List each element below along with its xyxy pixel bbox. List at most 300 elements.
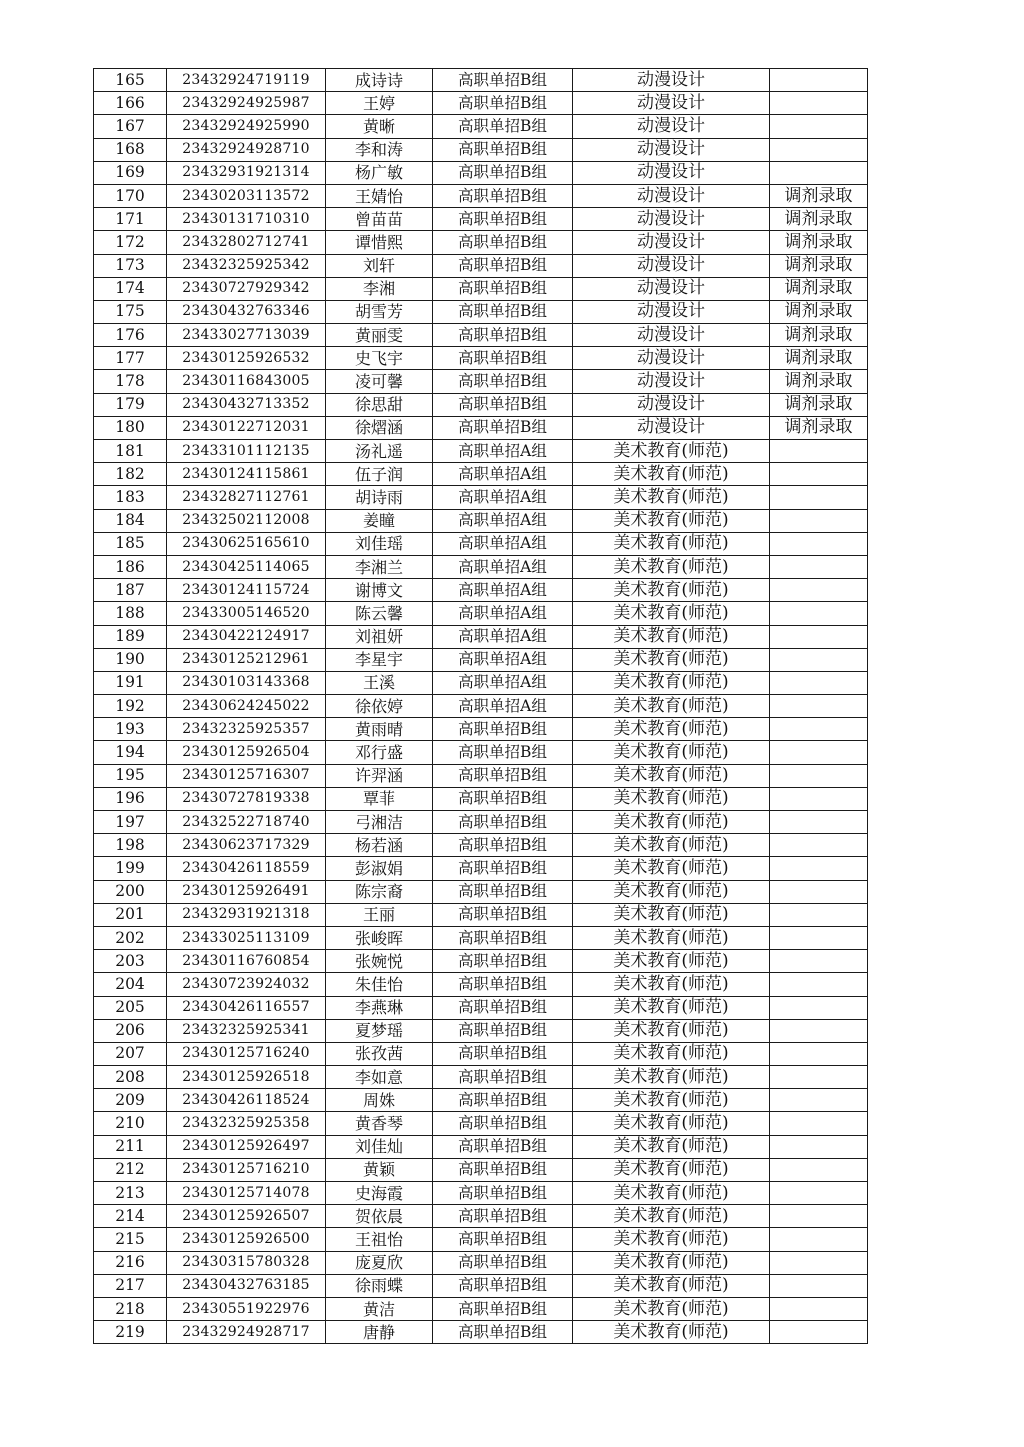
cell-major: 动漫设计 bbox=[573, 115, 770, 138]
cell-candidate-number: 23432325925357 bbox=[167, 718, 326, 741]
table-row bbox=[94, 1089, 868, 1112]
cell-major: 美术教育(师范) bbox=[573, 509, 770, 532]
cell-student-name: 李湘 bbox=[326, 277, 433, 300]
cell-candidate-number: 23432924925990 bbox=[167, 115, 326, 138]
cell-remark bbox=[770, 718, 868, 741]
cell-exam-group: 高职单招A组 bbox=[433, 509, 573, 532]
cell-exam-group: 高职单招B组 bbox=[433, 834, 573, 857]
cell-serial-number: 173 bbox=[94, 254, 167, 277]
cell-student-name: 刘轩 bbox=[326, 254, 433, 277]
cell-remark: 调剂录取 bbox=[770, 324, 868, 347]
cell-serial-number: 176 bbox=[94, 324, 167, 347]
cell-candidate-number: 23430125926500 bbox=[167, 1228, 326, 1251]
cell-major: 美术教育(师范) bbox=[573, 741, 770, 764]
cell-major: 美术教育(师范) bbox=[573, 1321, 770, 1344]
cell-major: 美术教育(师范) bbox=[573, 1089, 770, 1112]
cell-major: 美术教育(师范) bbox=[573, 1205, 770, 1228]
cell-student-name: 徐熠涵 bbox=[326, 416, 433, 439]
table-row bbox=[94, 69, 868, 92]
cell-exam-group: 高职单招B组 bbox=[433, 393, 573, 416]
cell-major: 美术教育(师范) bbox=[573, 973, 770, 996]
table-row bbox=[94, 811, 868, 834]
cell-major: 美术教育(师范) bbox=[573, 463, 770, 486]
cell-student-name: 胡雪芳 bbox=[326, 300, 433, 323]
cell-candidate-number: 23430125926491 bbox=[167, 880, 326, 903]
cell-remark bbox=[770, 671, 868, 694]
cell-candidate-number: 23430116843005 bbox=[167, 370, 326, 393]
cell-remark: 调剂录取 bbox=[770, 277, 868, 300]
cell-candidate-number: 23432924928710 bbox=[167, 138, 326, 161]
cell-student-name: 朱佳怡 bbox=[326, 973, 433, 996]
cell-exam-group: 高职单招A组 bbox=[433, 579, 573, 602]
cell-serial-number: 200 bbox=[94, 880, 167, 903]
table-row bbox=[94, 1274, 868, 1297]
cell-candidate-number: 23432325925341 bbox=[167, 1019, 326, 1042]
cell-student-name: 徐依婷 bbox=[326, 695, 433, 718]
cell-student-name: 张婉悦 bbox=[326, 950, 433, 973]
cell-exam-group: 高职单招B组 bbox=[433, 787, 573, 810]
cell-candidate-number: 23430432763346 bbox=[167, 300, 326, 323]
cell-serial-number: 196 bbox=[94, 787, 167, 810]
cell-serial-number: 194 bbox=[94, 741, 167, 764]
cell-remark bbox=[770, 1274, 868, 1297]
cell-major: 美术教育(师范) bbox=[573, 1066, 770, 1089]
cell-serial-number: 191 bbox=[94, 671, 167, 694]
cell-serial-number: 172 bbox=[94, 231, 167, 254]
cell-student-name: 刘祖妍 bbox=[326, 625, 433, 648]
table-row bbox=[94, 834, 868, 857]
cell-student-name: 黄颖 bbox=[326, 1158, 433, 1181]
cell-major: 动漫设计 bbox=[573, 347, 770, 370]
cell-student-name: 黄雨晴 bbox=[326, 718, 433, 741]
cell-student-name: 胡诗雨 bbox=[326, 486, 433, 509]
cell-remark bbox=[770, 1112, 868, 1135]
cell-major: 美术教育(师范) bbox=[573, 648, 770, 671]
cell-exam-group: 高职单招B组 bbox=[433, 1089, 573, 1112]
table-row bbox=[94, 625, 868, 648]
cell-serial-number: 188 bbox=[94, 602, 167, 625]
cell-serial-number: 184 bbox=[94, 509, 167, 532]
cell-remark bbox=[770, 486, 868, 509]
cell-candidate-number: 23430125716307 bbox=[167, 764, 326, 787]
cell-remark bbox=[770, 509, 868, 532]
cell-student-name: 黄洁 bbox=[326, 1297, 433, 1320]
cell-major: 美术教育(师范) bbox=[573, 834, 770, 857]
table-row bbox=[94, 138, 868, 161]
cell-student-name: 杨若涵 bbox=[326, 834, 433, 857]
cell-remark bbox=[770, 926, 868, 949]
cell-major: 美术教育(师范) bbox=[573, 811, 770, 834]
cell-serial-number: 195 bbox=[94, 764, 167, 787]
cell-student-name: 覃菲 bbox=[326, 787, 433, 810]
cell-student-name: 李如意 bbox=[326, 1066, 433, 1089]
cell-student-name: 史飞宇 bbox=[326, 347, 433, 370]
cell-major: 美术教育(师范) bbox=[573, 1158, 770, 1181]
cell-candidate-number: 23433005146520 bbox=[167, 602, 326, 625]
cell-candidate-number: 23430125716210 bbox=[167, 1158, 326, 1181]
cell-remark bbox=[770, 1089, 868, 1112]
cell-remark bbox=[770, 1251, 868, 1274]
cell-serial-number: 201 bbox=[94, 903, 167, 926]
cell-major: 动漫设计 bbox=[573, 69, 770, 92]
cell-candidate-number: 23430625165610 bbox=[167, 532, 326, 555]
cell-student-name: 李星宇 bbox=[326, 648, 433, 671]
cell-student-name: 谢博文 bbox=[326, 579, 433, 602]
cell-serial-number: 177 bbox=[94, 347, 167, 370]
table-row bbox=[94, 1135, 868, 1158]
cell-candidate-number: 23430432763185 bbox=[167, 1274, 326, 1297]
cell-major: 动漫设计 bbox=[573, 138, 770, 161]
cell-remark bbox=[770, 161, 868, 184]
cell-exam-group: 高职单招B组 bbox=[433, 973, 573, 996]
cell-exam-group: 高职单招B组 bbox=[433, 903, 573, 926]
cell-major: 美术教育(师范) bbox=[573, 1019, 770, 1042]
table-row bbox=[94, 1297, 868, 1320]
cell-remark: 调剂录取 bbox=[770, 347, 868, 370]
cell-candidate-number: 23432924925987 bbox=[167, 92, 326, 115]
cell-serial-number: 217 bbox=[94, 1274, 167, 1297]
cell-student-name: 王丽 bbox=[326, 903, 433, 926]
cell-student-name: 李和涛 bbox=[326, 138, 433, 161]
cell-serial-number: 203 bbox=[94, 950, 167, 973]
cell-candidate-number: 23430116760854 bbox=[167, 950, 326, 973]
cell-serial-number: 198 bbox=[94, 834, 167, 857]
cell-exam-group: 高职单招B组 bbox=[433, 184, 573, 207]
cell-serial-number: 185 bbox=[94, 532, 167, 555]
cell-major: 美术教育(师范) bbox=[573, 555, 770, 578]
cell-remark bbox=[770, 880, 868, 903]
table-row bbox=[94, 347, 868, 370]
table-row bbox=[94, 416, 868, 439]
cell-exam-group: 高职单招A组 bbox=[433, 463, 573, 486]
cell-major: 动漫设计 bbox=[573, 324, 770, 347]
cell-candidate-number: 23430122712031 bbox=[167, 416, 326, 439]
cell-serial-number: 218 bbox=[94, 1297, 167, 1320]
cell-exam-group: 高职单招B组 bbox=[433, 277, 573, 300]
cell-remark bbox=[770, 811, 868, 834]
table-row bbox=[94, 648, 868, 671]
cell-exam-group: 高职单招B组 bbox=[433, 300, 573, 323]
cell-exam-group: 高职单招B组 bbox=[433, 324, 573, 347]
cell-serial-number: 174 bbox=[94, 277, 167, 300]
admission-list-table bbox=[93, 68, 868, 1344]
cell-candidate-number: 23430125926532 bbox=[167, 347, 326, 370]
cell-candidate-number: 23430125714078 bbox=[167, 1182, 326, 1205]
table-row bbox=[94, 718, 868, 741]
table-row bbox=[94, 950, 868, 973]
cell-candidate-number: 23433025113109 bbox=[167, 926, 326, 949]
cell-exam-group: 高职单招B组 bbox=[433, 115, 573, 138]
cell-major: 美术教育(师范) bbox=[573, 602, 770, 625]
cell-major: 动漫设计 bbox=[573, 184, 770, 207]
cell-candidate-number: 23430426116557 bbox=[167, 996, 326, 1019]
table-row bbox=[94, 764, 868, 787]
cell-student-name: 谭惜熙 bbox=[326, 231, 433, 254]
cell-major: 美术教育(师范) bbox=[573, 1251, 770, 1274]
cell-serial-number: 199 bbox=[94, 857, 167, 880]
table-row bbox=[94, 695, 868, 718]
cell-candidate-number: 23432924928717 bbox=[167, 1321, 326, 1344]
cell-exam-group: 高职单招B组 bbox=[433, 1112, 573, 1135]
cell-candidate-number: 23430125716240 bbox=[167, 1042, 326, 1065]
cell-exam-group: 高职单招A组 bbox=[433, 625, 573, 648]
cell-remark bbox=[770, 625, 868, 648]
table-row bbox=[94, 996, 868, 1019]
cell-remark bbox=[770, 973, 868, 996]
cell-candidate-number: 23432827112761 bbox=[167, 486, 326, 509]
cell-remark: 调剂录取 bbox=[770, 254, 868, 277]
table-row bbox=[94, 254, 868, 277]
cell-student-name: 夏梦瑶 bbox=[326, 1019, 433, 1042]
cell-exam-group: 高职单招A组 bbox=[433, 440, 573, 463]
cell-student-name: 徐雨蝶 bbox=[326, 1274, 433, 1297]
table-row bbox=[94, 1205, 868, 1228]
cell-serial-number: 178 bbox=[94, 370, 167, 393]
cell-serial-number: 170 bbox=[94, 184, 167, 207]
cell-remark bbox=[770, 1297, 868, 1320]
cell-major: 美术教育(师范) bbox=[573, 671, 770, 694]
cell-major: 美术教育(师范) bbox=[573, 1274, 770, 1297]
table-row bbox=[94, 1019, 868, 1042]
cell-major: 美术教育(师范) bbox=[573, 926, 770, 949]
cell-remark bbox=[770, 903, 868, 926]
cell-serial-number: 165 bbox=[94, 69, 167, 92]
table-row bbox=[94, 92, 868, 115]
cell-exam-group: 高职单招A组 bbox=[433, 671, 573, 694]
cell-student-name: 成诗诗 bbox=[326, 69, 433, 92]
cell-exam-group: 高职单招B组 bbox=[433, 1135, 573, 1158]
admission-list-body bbox=[94, 69, 868, 1344]
cell-major: 美术教育(师范) bbox=[573, 880, 770, 903]
cell-exam-group: 高职单招B组 bbox=[433, 69, 573, 92]
cell-major: 美术教育(师范) bbox=[573, 625, 770, 648]
cell-serial-number: 206 bbox=[94, 1019, 167, 1042]
table-row bbox=[94, 1228, 868, 1251]
cell-exam-group: 高职单招B组 bbox=[433, 1228, 573, 1251]
cell-student-name: 史海霞 bbox=[326, 1182, 433, 1205]
table-row bbox=[94, 532, 868, 555]
table-row bbox=[94, 741, 868, 764]
cell-major: 美术教育(师范) bbox=[573, 440, 770, 463]
cell-candidate-number: 23430125926518 bbox=[167, 1066, 326, 1089]
cell-candidate-number: 23430422124917 bbox=[167, 625, 326, 648]
cell-remark bbox=[770, 1205, 868, 1228]
cell-exam-group: 高职单招B组 bbox=[433, 1019, 573, 1042]
cell-exam-group: 高职单招A组 bbox=[433, 602, 573, 625]
cell-exam-group: 高职单招B组 bbox=[433, 1066, 573, 1089]
cell-serial-number: 167 bbox=[94, 115, 167, 138]
cell-serial-number: 207 bbox=[94, 1042, 167, 1065]
table-row bbox=[94, 300, 868, 323]
cell-student-name: 刘佳瑶 bbox=[326, 532, 433, 555]
cell-remark bbox=[770, 648, 868, 671]
table-row bbox=[94, 509, 868, 532]
cell-student-name: 黄晰 bbox=[326, 115, 433, 138]
cell-candidate-number: 23432325925342 bbox=[167, 254, 326, 277]
cell-candidate-number: 23432502112008 bbox=[167, 509, 326, 532]
cell-remark: 调剂录取 bbox=[770, 416, 868, 439]
cell-exam-group: 高职单招B组 bbox=[433, 950, 573, 973]
cell-remark bbox=[770, 950, 868, 973]
cell-student-name: 李燕琳 bbox=[326, 996, 433, 1019]
cell-major: 美术教育(师范) bbox=[573, 950, 770, 973]
cell-exam-group: 高职单招B组 bbox=[433, 811, 573, 834]
cell-serial-number: 182 bbox=[94, 463, 167, 486]
cell-major: 美术教育(师范) bbox=[573, 903, 770, 926]
cell-major: 动漫设计 bbox=[573, 254, 770, 277]
cell-exam-group: 高职单招B组 bbox=[433, 254, 573, 277]
cell-student-name: 张峻晖 bbox=[326, 926, 433, 949]
cell-student-name: 许羿涵 bbox=[326, 764, 433, 787]
cell-exam-group: 高职单招B组 bbox=[433, 92, 573, 115]
cell-student-name: 周姝 bbox=[326, 1089, 433, 1112]
cell-serial-number: 166 bbox=[94, 92, 167, 115]
cell-candidate-number: 23430624245022 bbox=[167, 695, 326, 718]
cell-candidate-number: 23430125212961 bbox=[167, 648, 326, 671]
cell-exam-group: 高职单招B组 bbox=[433, 1182, 573, 1205]
cell-student-name: 王婷 bbox=[326, 92, 433, 115]
cell-serial-number: 208 bbox=[94, 1066, 167, 1089]
cell-exam-group: 高职单招B组 bbox=[433, 138, 573, 161]
cell-exam-group: 高职单招B组 bbox=[433, 416, 573, 439]
cell-major: 美术教育(师范) bbox=[573, 857, 770, 880]
cell-student-name: 陈云馨 bbox=[326, 602, 433, 625]
table-row bbox=[94, 208, 868, 231]
table-row bbox=[94, 857, 868, 880]
cell-remark bbox=[770, 857, 868, 880]
cell-remark bbox=[770, 1158, 868, 1181]
cell-exam-group: 高职单招B组 bbox=[433, 208, 573, 231]
cell-remark: 调剂录取 bbox=[770, 208, 868, 231]
cell-serial-number: 209 bbox=[94, 1089, 167, 1112]
cell-candidate-number: 23432931921318 bbox=[167, 903, 326, 926]
cell-candidate-number: 23430125926504 bbox=[167, 741, 326, 764]
cell-student-name: 刘佳灿 bbox=[326, 1135, 433, 1158]
cell-major: 动漫设计 bbox=[573, 208, 770, 231]
cell-student-name: 陈宗裔 bbox=[326, 880, 433, 903]
table-row bbox=[94, 973, 868, 996]
cell-serial-number: 205 bbox=[94, 996, 167, 1019]
cell-exam-group: 高职单招B组 bbox=[433, 764, 573, 787]
cell-candidate-number: 23432931921314 bbox=[167, 161, 326, 184]
cell-remark: 调剂录取 bbox=[770, 300, 868, 323]
cell-major: 美术教育(师范) bbox=[573, 1135, 770, 1158]
table-row bbox=[94, 277, 868, 300]
cell-student-name: 杨广敏 bbox=[326, 161, 433, 184]
cell-remark bbox=[770, 1019, 868, 1042]
cell-student-name: 邓行盛 bbox=[326, 741, 433, 764]
table-row bbox=[94, 115, 868, 138]
cell-exam-group: 高职单招A组 bbox=[433, 486, 573, 509]
cell-student-name: 徐思甜 bbox=[326, 393, 433, 416]
cell-major: 动漫设计 bbox=[573, 416, 770, 439]
cell-exam-group: 高职单招B组 bbox=[433, 741, 573, 764]
cell-serial-number: 202 bbox=[94, 926, 167, 949]
cell-serial-number: 169 bbox=[94, 161, 167, 184]
cell-serial-number: 193 bbox=[94, 718, 167, 741]
cell-candidate-number: 23430727819338 bbox=[167, 787, 326, 810]
cell-student-name: 凌可馨 bbox=[326, 370, 433, 393]
cell-remark bbox=[770, 115, 868, 138]
cell-candidate-number: 23432522718740 bbox=[167, 811, 326, 834]
table-row bbox=[94, 787, 868, 810]
cell-major: 美术教育(师范) bbox=[573, 579, 770, 602]
cell-candidate-number: 23430203113572 bbox=[167, 184, 326, 207]
cell-candidate-number: 23430125926497 bbox=[167, 1135, 326, 1158]
cell-major: 美术教育(师范) bbox=[573, 764, 770, 787]
table-row bbox=[94, 393, 868, 416]
cell-exam-group: 高职单招A组 bbox=[433, 695, 573, 718]
cell-remark bbox=[770, 1066, 868, 1089]
cell-serial-number: 211 bbox=[94, 1135, 167, 1158]
cell-exam-group: 高职单招B组 bbox=[433, 370, 573, 393]
cell-serial-number: 187 bbox=[94, 579, 167, 602]
cell-major: 动漫设计 bbox=[573, 231, 770, 254]
table-row bbox=[94, 463, 868, 486]
cell-student-name: 汤礼遥 bbox=[326, 440, 433, 463]
cell-remark bbox=[770, 1182, 868, 1205]
cell-student-name: 彭淑娟 bbox=[326, 857, 433, 880]
cell-remark bbox=[770, 138, 868, 161]
cell-candidate-number: 23430315780328 bbox=[167, 1251, 326, 1274]
cell-exam-group: 高职单招B组 bbox=[433, 926, 573, 949]
cell-candidate-number: 23430125926507 bbox=[167, 1205, 326, 1228]
cell-exam-group: 高职单招B组 bbox=[433, 231, 573, 254]
cell-exam-group: 高职单招B组 bbox=[433, 1297, 573, 1320]
cell-remark bbox=[770, 741, 868, 764]
cell-remark: 调剂录取 bbox=[770, 393, 868, 416]
cell-remark bbox=[770, 532, 868, 555]
cell-serial-number: 219 bbox=[94, 1321, 167, 1344]
cell-student-name: 王婧怡 bbox=[326, 184, 433, 207]
cell-serial-number: 183 bbox=[94, 486, 167, 509]
cell-serial-number: 186 bbox=[94, 555, 167, 578]
cell-serial-number: 192 bbox=[94, 695, 167, 718]
cell-student-name: 唐静 bbox=[326, 1321, 433, 1344]
cell-exam-group: 高职单招B组 bbox=[433, 347, 573, 370]
table-row bbox=[94, 579, 868, 602]
table-row bbox=[94, 1158, 868, 1181]
cell-serial-number: 204 bbox=[94, 973, 167, 996]
cell-major: 动漫设计 bbox=[573, 277, 770, 300]
cell-major: 美术教育(师范) bbox=[573, 695, 770, 718]
cell-remark bbox=[770, 69, 868, 92]
cell-major: 美术教育(师范) bbox=[573, 718, 770, 741]
cell-candidate-number: 23432924719119 bbox=[167, 69, 326, 92]
cell-student-name: 姜瞳 bbox=[326, 509, 433, 532]
cell-serial-number: 197 bbox=[94, 811, 167, 834]
cell-exam-group: 高职单招B组 bbox=[433, 857, 573, 880]
cell-exam-group: 高职单招A组 bbox=[433, 555, 573, 578]
cell-candidate-number: 23430551922976 bbox=[167, 1297, 326, 1320]
table-row bbox=[94, 880, 868, 903]
cell-student-name: 曾苗苗 bbox=[326, 208, 433, 231]
table-row bbox=[94, 903, 868, 926]
cell-major: 美术教育(师范) bbox=[573, 996, 770, 1019]
cell-serial-number: 213 bbox=[94, 1182, 167, 1205]
cell-student-name: 王溪 bbox=[326, 671, 433, 694]
table-row bbox=[94, 671, 868, 694]
cell-student-name: 黄丽雯 bbox=[326, 324, 433, 347]
cell-serial-number: 179 bbox=[94, 393, 167, 416]
cell-remark bbox=[770, 764, 868, 787]
cell-remark bbox=[770, 1321, 868, 1344]
table-row bbox=[94, 926, 868, 949]
cell-serial-number: 190 bbox=[94, 648, 167, 671]
cell-exam-group: 高职单招B组 bbox=[433, 161, 573, 184]
cell-remark: 调剂录取 bbox=[770, 231, 868, 254]
cell-student-name: 张孜茜 bbox=[326, 1042, 433, 1065]
